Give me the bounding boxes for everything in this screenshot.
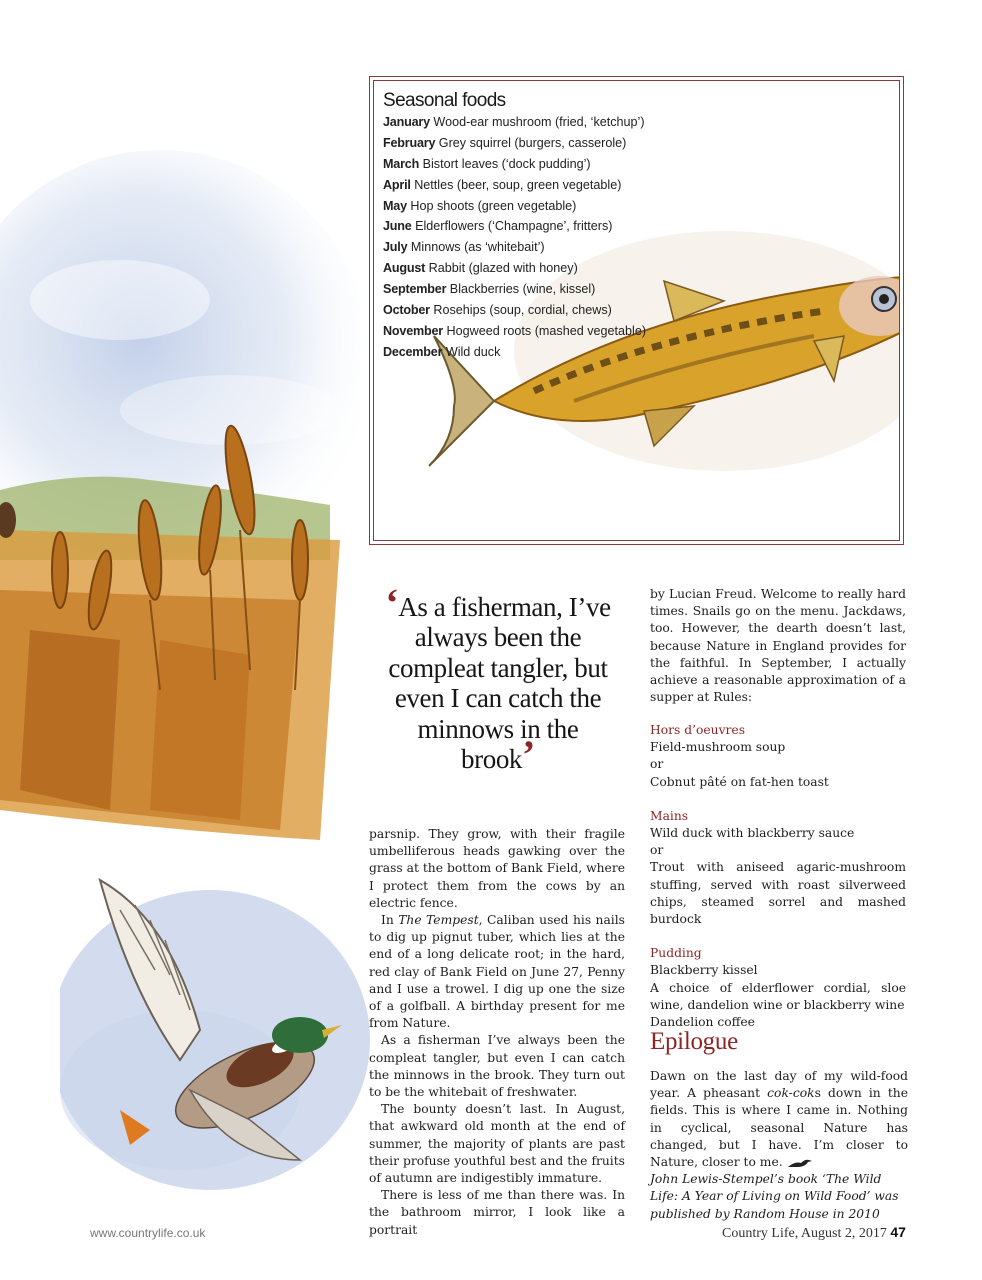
month-food: Wood-ear mushroom (fried, ‘ketchup’) <box>433 115 645 129</box>
month-name: April <box>383 177 411 192</box>
month-row-may <box>383 198 683 215</box>
menu-heading-pudding: Pudding <box>650 946 702 961</box>
month-food: Blackberries (wine, kissel) <box>449 282 596 297</box>
month-food: Elderflowers (‘Champagne’, fritters) <box>415 219 613 234</box>
article-right-column-intro <box>650 586 906 706</box>
month-name: May <box>383 198 407 213</box>
month-food: Nettles (beer, soup, green vegetable) <box>414 177 622 192</box>
paragraph-tempest-lead: In <box>381 913 399 928</box>
paragraph-bounty: The bounty doesn’t last. In August, that awkward old month at the end of summer, the majority of plants are past their profuse youthful best and the fruits of autumn are indigestibly immature. <box>369 1102 625 1186</box>
paragraph-fisherman: As a fisherman I’ve always been the compleat tangler, but even I can catch the minnows in the brook. They turn out to be the whitebait of freshwater. <box>369 1033 625 1100</box>
article-middle-column <box>369 826 625 1239</box>
month-name: January <box>383 115 430 129</box>
menu-heading-hors-doeuvres: Hors d’oeuvres <box>650 723 746 737</box>
month-name: June <box>383 219 412 234</box>
seasonal-foods-box <box>373 80 900 541</box>
pull-quote-text: As a fisherman, I’ve always been the compleat tangler, but even I can catch the minnows in the brook <box>388 592 611 775</box>
month-food: Wild duck <box>445 344 501 359</box>
menu-item: Field-mushroom soup <box>650 740 786 755</box>
month-food: Minnows (as ‘whitebait’) <box>410 240 545 255</box>
close-quote-mark: ’ <box>522 732 535 778</box>
open-quote-mark: ‘ <box>385 580 399 625</box>
month-name: February <box>383 135 436 150</box>
month-food: Rosehips (soup, cordial, chews) <box>433 303 612 318</box>
supper-menu <box>650 722 906 1031</box>
paragraph-mirror: There is less of me than there was. In the bathroom mirror, I look like a portrait <box>369 1188 625 1237</box>
epilogue-text-body: s down in the fields. This is where I came in. Nothing in cyclical, seasonal Nature has changed, but I have. I’m closer to Nature, closer to me. <box>650 1086 908 1170</box>
menu-item: Cobnut pâté on fat-hen toast <box>650 774 829 789</box>
wheat-field-illustration <box>0 410 350 850</box>
month-row-october <box>383 302 683 319</box>
menu-item: Dandelion coffee <box>650 1015 755 1030</box>
page-number: 47 <box>890 1224 906 1240</box>
month-name: October <box>383 303 430 318</box>
author-credit: John Lewis-Stempel’s book ‘The Wild Life: A Year of Living on Wild Food’ was published by Random House in 2010 <box>650 1172 899 1221</box>
month-food: Grey squirrel (burgers, casserole) <box>438 135 627 150</box>
footer-issue-info <box>722 1224 906 1242</box>
month-row-march <box>383 156 683 173</box>
menu-item: Trout with aniseed agaric-mushroom stuffing, served with roast silverweed chips, steamed sorrel and mashed burdock <box>650 860 906 927</box>
month-name: July <box>383 240 408 255</box>
menu-heading-mains: Mains <box>650 808 689 823</box>
month-row-january <box>383 114 683 131</box>
month-row-september <box>383 281 683 298</box>
paragraph-lucian-freud: by Lucian Freud. Welcome to really hard times. Snails go on the menu. Jackdaws, too. However, the dearth doesn’t last, because Nature in England provides for the faithful. In September, I actually achieve a reasonable approximation of a supper at Rules: <box>650 587 906 705</box>
menu-item: Blackberry kissel <box>650 963 758 978</box>
month-row-november <box>383 323 683 340</box>
pull-quote <box>378 580 618 778</box>
month-food: Rabbit (glazed with honey) <box>428 261 578 276</box>
month-food: Hogweed roots (mashed vegetable) <box>446 323 647 338</box>
paragraph-parsnip: parsnip. They grow, with their fragile umbelliferous heads gawking over the grass at the bottom of Bank Field, where I protect them from the cows by an electric fence. <box>369 827 625 910</box>
pheasant-end-mark-icon <box>787 1157 813 1169</box>
paragraph-epilogue <box>650 1068 908 1171</box>
epilogue-heading: Epilogue <box>650 1028 738 1055</box>
footer-issue: Country Life, August 2, 2017 <box>722 1226 887 1241</box>
menu-item: Wild duck with blackberry sauce <box>650 826 855 841</box>
month-name: September <box>383 282 447 297</box>
month-row-july <box>383 239 683 256</box>
menu-item: or <box>650 757 664 772</box>
mallard-duck-illustration <box>60 860 370 1190</box>
month-food: Bistort leaves (‘dock pudding’) <box>422 156 591 171</box>
month-row-june <box>383 218 683 235</box>
paragraph-tempest-body: , Caliban used his nails to dig up pignut tuber, which lies at the end of a long delicate root; in the hard, red clay of Bank Field on June 27, Penny and I use a trowel. I dig up one the size of a golfball. A birthday present for me from Nature. <box>369 913 625 1031</box>
month-food: Hop shoots (green vegetable) <box>410 198 577 213</box>
paragraph-tempest <box>369 912 625 1032</box>
seasonal-foods-title: Seasonal foods <box>383 90 506 111</box>
epilogue-section <box>650 1068 908 1223</box>
epilogue-text-lead: Dawn on the last day of my wild-food year. A pheasant <box>650 1069 908 1101</box>
month-row-february <box>383 135 683 152</box>
menu-item: A choice of elderflower cordial, sloe wine, dandelion wine or blackberry wine <box>650 980 906 1012</box>
month-name: December <box>383 344 443 359</box>
month-row-december <box>383 344 683 361</box>
month-row-april <box>383 177 683 194</box>
menu-item: or <box>650 843 664 858</box>
month-name: March <box>383 156 420 171</box>
seasonal-foods-list <box>383 114 683 365</box>
pheasant-call: cok-cok <box>767 1086 815 1101</box>
month-row-august <box>383 260 683 277</box>
footer-website: www.countrylife.co.uk <box>90 1226 206 1240</box>
book-title-the-tempest: The Tempest <box>398 913 479 928</box>
month-name: November <box>383 323 443 338</box>
month-name: August <box>383 261 426 276</box>
